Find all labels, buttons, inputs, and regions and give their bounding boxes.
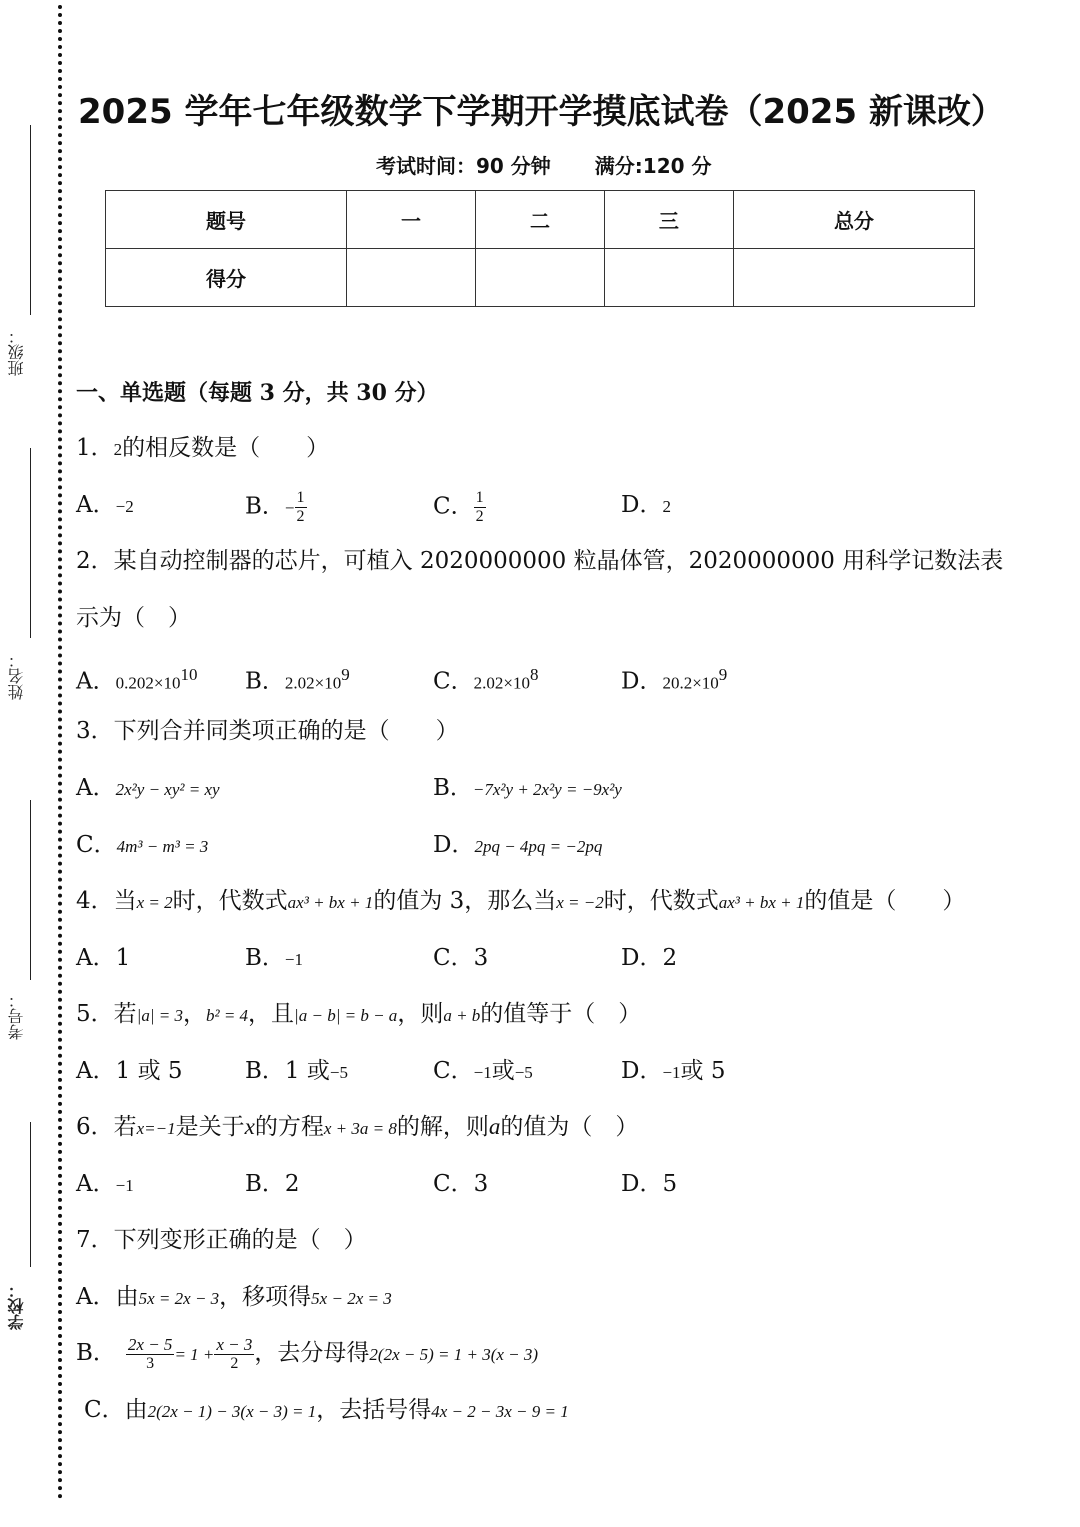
q6-option-d[interactable]: D．5 (621, 1171, 678, 1197)
id-fill-line (30, 800, 31, 980)
exam-info (376, 150, 712, 179)
q4-option-c[interactable]: C．3 (433, 945, 489, 971)
q6-option-c[interactable]: C．3 (433, 1171, 489, 1197)
question-2-line-1: 2．某自动控制器的芯片，可植入 2020000000 粒晶体管，2020000000 用科学记数法表 (76, 548, 1004, 574)
score-table-score-row (106, 249, 975, 307)
score-table-header-row (106, 191, 975, 249)
question-5: 5．若|a| = 3，b² = 4，且|a − b| = b − a，则a + b的值等于（ ） (76, 1001, 642, 1027)
score-header-cell: 二 (476, 191, 605, 249)
question-7: 7．下列变形正确的是（ ） (76, 1227, 367, 1253)
q5-option-c[interactable]: C．−1或−5 (433, 1058, 533, 1084)
q2-option-b[interactable]: B．$2.02\times 10^9$ (245, 665, 350, 695)
score-header-cell: 总分 (733, 191, 974, 249)
school-label: 学校： (7, 1282, 26, 1330)
full-score: 满分:120 分 (594, 154, 712, 178)
q3-option-c[interactable]: C．4m³ − m³ = 3 (76, 832, 209, 858)
q3-option-a[interactable]: A．2x²y − xy² = xy (76, 775, 220, 801)
score-table (105, 190, 975, 307)
binding-dotted-line (58, 5, 62, 1500)
score-header-cell: 一 (347, 191, 476, 249)
q3-option-d[interactable]: D．2pq − 4pq = −2pq (433, 832, 603, 858)
q4-option-d[interactable]: D．2 (621, 945, 678, 971)
question-4: 4．当x = 2时，代数式ax³ + bx + 1的值为 3，那么当x = −2时，代数式ax³ + bx + 1的值是（ ） (76, 888, 966, 914)
question-1: 1．2的相反数是（ ） (76, 435, 330, 461)
score-blank-cell[interactable] (733, 249, 974, 307)
q5-option-a[interactable]: A．1 或 5 (76, 1058, 183, 1084)
class-fill-line (30, 125, 31, 315)
name-fill-line (30, 448, 31, 638)
exam-time: 考试时间：90 分钟 (376, 154, 551, 178)
section-heading: 一、单选题（每题 3 分，共 30 分） (76, 380, 439, 406)
score-header-cell: 三 (604, 191, 733, 249)
q4-option-b[interactable]: B．−1 (245, 945, 303, 971)
q1-option-b[interactable]: B．− $\frac{1}{2}$ (245, 489, 305, 525)
school-fill-line (30, 1122, 31, 1267)
q3-option-b[interactable]: B．−7x²y + 2x²y = −9x²y (433, 775, 622, 801)
name-label: 姓名： (7, 652, 26, 700)
score-header-cell: 题号 (106, 191, 347, 249)
page-title: 2025 学年七年级数学下学期开学摸底试卷（2025 新课改） (78, 92, 1005, 132)
q6-option-a[interactable]: A．−1 (76, 1171, 134, 1197)
q1-option-a[interactable]: A．−2 (76, 492, 134, 518)
q7-option-c[interactable]: C．由2(2x − 1) − 3(x − 3) = 1，去括号得4x − 2 − 3x − 9 = 1 (84, 1397, 569, 1423)
question-3: 3．下列合并同类项正确的是（ ） (76, 718, 459, 744)
q2-option-a[interactable]: A．$0.202\times 10^{10}$ (76, 665, 198, 695)
q1-option-c[interactable]: C． $\frac{1}{2}$ (433, 489, 484, 525)
q5-option-b[interactable]: B．1 或−5 (245, 1058, 348, 1084)
q2-option-d[interactable]: D．$20.2\times 10^9$ (621, 665, 728, 695)
q4-option-a[interactable]: A．1 (76, 945, 131, 971)
score-blank-cell[interactable] (476, 249, 605, 307)
question-2-line-2: 示为（ ） (76, 605, 191, 631)
question-6: 6．若x=−1是关于x的方程x + 3a = 8的解，则a的值为（ ） (76, 1114, 639, 1140)
q6-option-b[interactable]: B．2 (245, 1171, 300, 1197)
q1-option-d[interactable]: D．2 (621, 492, 671, 518)
q7-option-a[interactable]: A．由5x = 2x − 3，移项得5x − 2x = 3 (76, 1284, 392, 1310)
score-blank-cell[interactable] (347, 249, 476, 307)
score-blank-cell[interactable] (604, 249, 733, 307)
q7-option-b[interactable]: B． $\frac{2x - 5}{3}$ = 1 + $\frac{x - 3}{2}$ ，去分母得2(2x − 5) = 1 + 3(x − 3) (76, 1334, 539, 1372)
score-row-label: 得分 (106, 249, 347, 307)
q2-option-c[interactable]: C．$2.02\times 10^8$ (433, 665, 539, 695)
id-label: 考号： (7, 992, 26, 1040)
class-label: 班级： (7, 328, 26, 376)
q5-option-d[interactable]: D．−1或 5 (621, 1058, 726, 1084)
